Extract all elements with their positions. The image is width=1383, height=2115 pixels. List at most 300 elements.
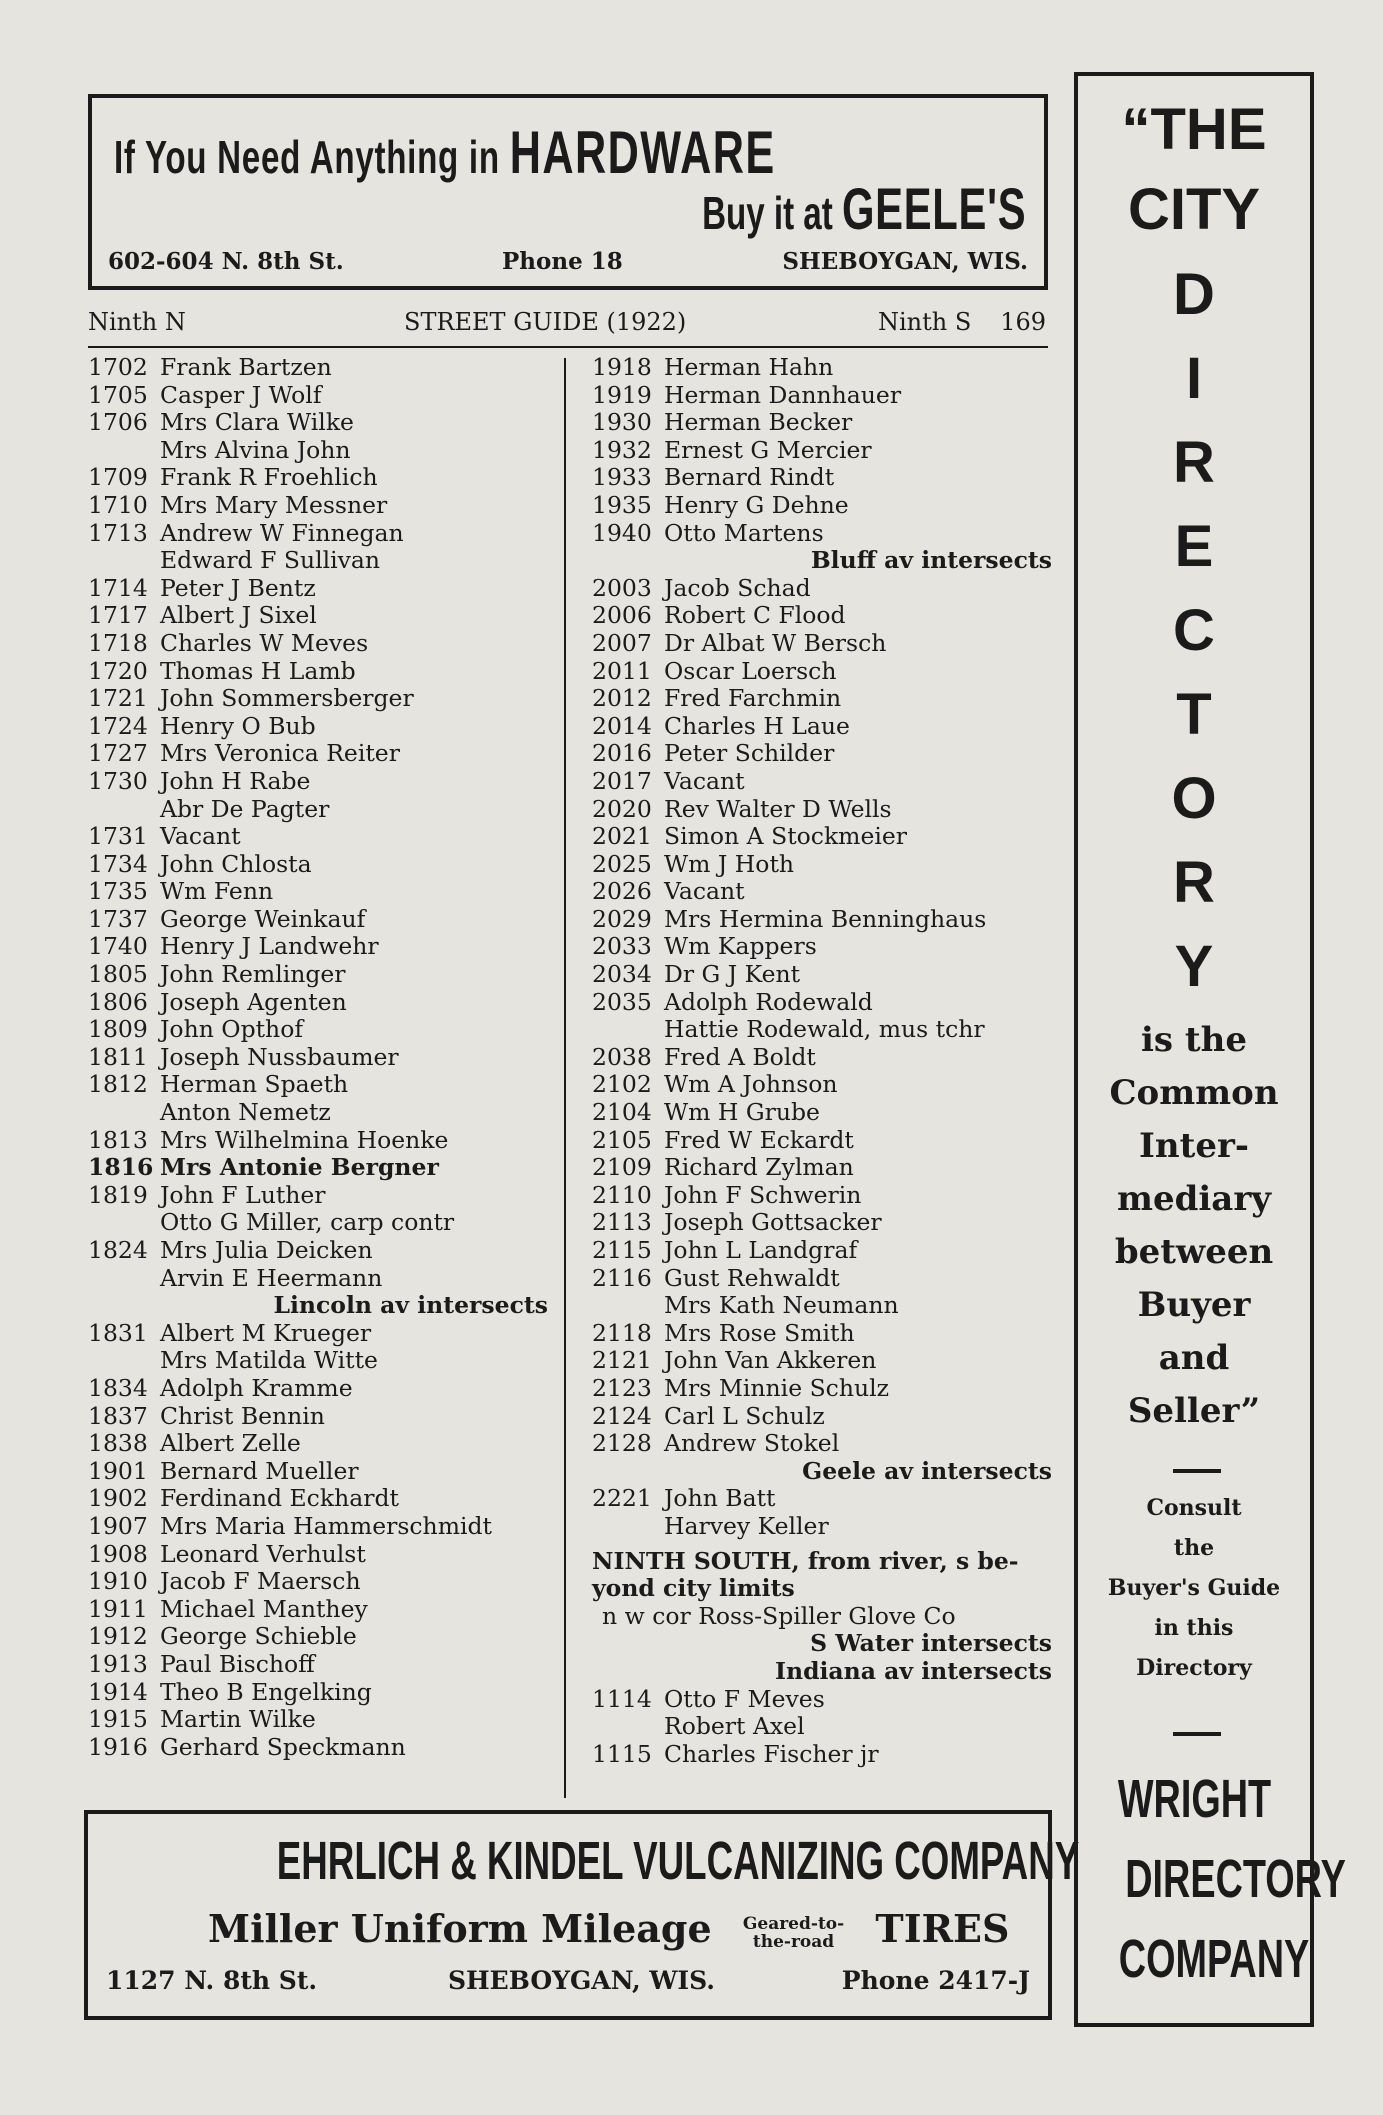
side-letter: O <box>1171 766 1217 831</box>
intersection-note <box>592 1458 1052 1486</box>
house-number: 2020 <box>592 794 652 823</box>
side-dash-1 <box>1173 1469 1221 1473</box>
ad-phone: Phone 18 <box>502 248 623 275</box>
house-number: 2026 <box>592 877 652 906</box>
house-number: 2118 <box>592 1318 652 1347</box>
ad2-address: 1127 N. 8th St. <box>106 1966 318 1995</box>
directory-entry <box>592 1713 1052 1741</box>
intersection-text: Lincoln av intersects <box>273 1291 548 1320</box>
directory-entry <box>592 1430 1052 1458</box>
directory-entry <box>592 685 1052 713</box>
house-number: 1114 <box>592 1684 652 1713</box>
house-number: 2128 <box>592 1429 652 1458</box>
page-header <box>88 306 1048 348</box>
house-number: 1908 <box>88 1539 148 1568</box>
directory-entry <box>88 492 548 520</box>
directory-entry <box>88 823 548 851</box>
resident-name: Wm J Hoth <box>664 849 795 878</box>
resident-name: Fred W Eckardt <box>664 1125 854 1154</box>
house-number: 2115 <box>592 1236 652 1264</box>
house-number: 1914 <box>88 1677 148 1706</box>
directory-entry <box>88 906 548 934</box>
resident-name: Vacant <box>160 822 241 851</box>
side-slogan-line: mediary <box>1117 1179 1271 1219</box>
directory-entry <box>88 409 548 437</box>
house-number: 1737 <box>88 904 148 933</box>
house-number: 1834 <box>88 1373 148 1402</box>
directory-entry <box>592 1375 1052 1403</box>
house-number: 2116 <box>592 1263 652 1292</box>
side-letter: Y <box>1174 934 1214 999</box>
resident-name: Paul Bischoff <box>160 1649 315 1678</box>
resident-name: Richard Zylman <box>664 1153 854 1182</box>
resident-name: Oscar Loersch <box>664 656 837 685</box>
directory-entry <box>88 1403 548 1431</box>
directory-entry <box>88 961 548 989</box>
intersection-text: Geele av intersects <box>802 1456 1052 1485</box>
directory-entry <box>88 1209 548 1237</box>
resident-name: Jacob F Maersch <box>160 1567 361 1596</box>
resident-name: Frank R Froehlich <box>160 463 378 492</box>
resident-name: Theo B Engelking <box>160 1677 372 1706</box>
house-number: 1816 <box>88 1153 154 1182</box>
house-number: 1819 <box>88 1180 148 1209</box>
intersection-note <box>592 547 1052 575</box>
resident-name: Mrs Veronica Reiter <box>160 739 400 768</box>
resident-name: Wm Fenn <box>160 877 274 906</box>
side-letter: C <box>1173 598 1215 663</box>
house-number: 1709 <box>88 463 148 492</box>
resident-name: Andrew Stokel <box>664 1429 840 1458</box>
header-right: Ninth S <box>878 308 972 336</box>
side-slogan-line: Buyer <box>1137 1285 1251 1325</box>
directory-entry <box>88 989 548 1017</box>
directory-entry <box>88 1541 548 1569</box>
intersection-note <box>592 1658 1052 1686</box>
resident-name: Bernard Mueller <box>160 1456 359 1485</box>
resident-name: Joseph Nussbaumer <box>160 1042 399 1071</box>
directory-entry <box>88 1623 548 1651</box>
directory-entry <box>88 382 548 410</box>
house-number: 2110 <box>592 1180 652 1209</box>
resident-name: Jacob Schad <box>664 573 811 602</box>
house-number: 1805 <box>88 960 148 989</box>
ad-city: SHEBOYGAN, WIS. <box>782 248 1028 275</box>
directory-entry <box>88 713 548 741</box>
house-number: 1831 <box>88 1318 148 1347</box>
resident-name: Robert C Flood <box>664 601 846 630</box>
house-number: 2105 <box>592 1125 652 1154</box>
directory-entry <box>88 1016 548 1044</box>
side-slogan-line: between <box>1114 1232 1274 1272</box>
resident-name: John F Luther <box>160 1180 326 1209</box>
resident-name: Simon A Stockmeier <box>664 822 908 851</box>
house-number: 2021 <box>592 822 652 851</box>
directory-entry <box>88 1127 548 1155</box>
directory-entry <box>592 575 1052 603</box>
directory-entry <box>88 1651 548 1679</box>
resident-name: Thomas H Lamb <box>160 656 356 685</box>
resident-name: Wm Kappers <box>664 932 817 961</box>
house-number: 1918 <box>592 353 652 381</box>
side-slogan-line: is the <box>1141 1020 1247 1060</box>
house-number: 1727 <box>88 739 148 768</box>
side-letter: D <box>1173 262 1215 327</box>
directory-entry <box>88 658 548 686</box>
house-number: 1901 <box>88 1456 148 1485</box>
intersection-note <box>88 1292 548 1320</box>
directory-entry <box>592 713 1052 741</box>
header-title: STREET GUIDE (1922) <box>404 308 687 336</box>
resident-name: Frank Bartzen <box>160 353 332 381</box>
side-letter: R <box>1173 430 1215 495</box>
house-number: 2016 <box>592 739 652 768</box>
directory-entry <box>592 1741 1052 1769</box>
resident-name: Dr G J Kent <box>664 960 801 989</box>
side-the: “THE <box>1121 97 1267 162</box>
intersection-text: S Water intersects <box>810 1629 1052 1658</box>
side-slogan-line: Inter- <box>1139 1126 1249 1166</box>
resident-name: John Remlinger <box>160 960 346 989</box>
resident-name: Joseph Agenten <box>160 987 347 1016</box>
directory-entry <box>88 520 548 548</box>
ad2-brand: Miller Uniform Mileage <box>208 1906 712 1951</box>
house-number: 2121 <box>592 1346 652 1375</box>
resident-name: Herman Dannhauer <box>664 380 902 409</box>
resident-name: Ferdinand Eckhardt <box>160 1484 399 1513</box>
city-directory-ad <box>1074 72 1346 2027</box>
house-number: 2113 <box>592 1208 652 1237</box>
house-number: 2124 <box>592 1401 652 1430</box>
directory-entry <box>592 382 1052 410</box>
section-note <box>592 1603 1052 1631</box>
intersection-text: Bluff av intersects <box>810 546 1052 575</box>
resident-name: Carl L Schulz <box>664 1401 825 1430</box>
house-number: 1935 <box>592 490 652 519</box>
directory-entry <box>88 796 548 824</box>
resident-name: Mrs Matilda Witte <box>160 1346 378 1375</box>
directory-entry <box>592 354 1052 382</box>
intersection-note <box>592 1630 1052 1658</box>
directory-entry <box>88 1099 548 1127</box>
directory-entry <box>88 1485 548 1513</box>
directory-entry <box>592 1686 1052 1714</box>
house-number: 1919 <box>592 380 652 409</box>
resident-name: Arvin E Heermann <box>160 1263 383 1292</box>
directory-entry <box>592 1265 1052 1293</box>
house-number: 2017 <box>592 766 652 795</box>
resident-name: Wm A Johnson <box>664 1070 838 1099</box>
resident-name: Rev Walter D Wells <box>664 794 892 823</box>
directory-entry <box>592 1292 1052 1320</box>
directory-entry <box>592 1209 1052 1237</box>
directory-entry <box>592 1154 1052 1182</box>
resident-name: John H Rabe <box>160 766 311 795</box>
page-number: 169 <box>1000 308 1046 336</box>
house-number: 2034 <box>592 960 652 989</box>
resident-name: Adolph Rodewald <box>664 987 873 1016</box>
resident-name: Mrs Rose Smith <box>664 1318 855 1347</box>
house-number: 1809 <box>88 1015 148 1044</box>
directory-entry <box>592 1127 1052 1155</box>
house-number: 1806 <box>88 987 148 1016</box>
resident-name: John Sommersberger <box>160 684 414 713</box>
directory-entry <box>592 492 1052 520</box>
house-number: 1724 <box>88 711 148 740</box>
directory-entry <box>88 1734 548 1762</box>
side-company-line: COMPANY <box>1118 1929 1310 1989</box>
resident-name: George Schieble <box>160 1622 357 1651</box>
left-column <box>88 354 548 1761</box>
house-number: 2104 <box>592 1098 652 1127</box>
resident-name: Albert Zelle <box>160 1429 301 1458</box>
house-number: 1933 <box>592 463 652 492</box>
directory-entry <box>88 768 548 796</box>
resident-name: John Chlosta <box>160 849 312 878</box>
house-number: 1912 <box>88 1622 148 1651</box>
directory-entry <box>88 547 548 575</box>
directory-entry <box>88 851 548 879</box>
side-letter: E <box>1174 514 1214 579</box>
directory-entry <box>88 1568 548 1596</box>
resident-name: Charles H Laue <box>664 711 850 740</box>
house-number: 2012 <box>592 684 652 713</box>
house-number: 2006 <box>592 601 652 630</box>
directory-entry <box>88 464 548 492</box>
side-consult-line: in this <box>1154 1615 1234 1641</box>
side-company-line: DIRECTORY <box>1125 1849 1346 1909</box>
house-number: 2102 <box>592 1070 652 1099</box>
resident-name: Hattie Rodewald, mus tchr <box>664 1015 985 1044</box>
resident-name: Bernard Rindt <box>664 463 835 492</box>
resident-name: Leonard Verhulst <box>160 1539 366 1568</box>
ad2-city: SHEBOYGAN, WIS. <box>448 1966 715 1995</box>
resident-name: Anton Nemetz <box>160 1098 331 1127</box>
directory-entry <box>592 437 1052 465</box>
resident-name: Mrs Minnie Schulz <box>664 1373 889 1402</box>
section-note-text: n w cor Ross-Spiller Glove Co <box>602 1601 956 1630</box>
resident-name: Michael Manthey <box>160 1594 368 1623</box>
resident-name: Henry G Dehne <box>664 490 849 519</box>
column-divider <box>564 358 566 1798</box>
side-city: CITY <box>1127 177 1261 242</box>
ad-subline-geeles: GEELE'S <box>841 177 1026 242</box>
directory-entry <box>592 602 1052 630</box>
directory-entry <box>592 933 1052 961</box>
directory-entry <box>88 575 548 603</box>
hardware-ad <box>88 94 1048 290</box>
resident-name: Otto Martens <box>664 518 824 547</box>
house-number: 1702 <box>88 353 148 381</box>
ad-address: 602-604 N. 8th St. <box>108 248 344 275</box>
directory-entry <box>592 823 1052 851</box>
directory-entry <box>88 1706 548 1734</box>
resident-name: Vacant <box>664 877 745 906</box>
resident-name: Robert Axel <box>664 1712 805 1741</box>
directory-entry <box>592 768 1052 796</box>
vulcanizing-ad <box>84 1810 1080 2020</box>
house-number: 1916 <box>88 1732 148 1761</box>
directory-entry <box>88 1154 548 1182</box>
house-number: 1813 <box>88 1125 148 1154</box>
directory-entry <box>88 1237 548 1265</box>
house-number: 1710 <box>88 490 148 519</box>
resident-name: Herman Hahn <box>664 353 834 381</box>
house-number: 1930 <box>592 408 652 437</box>
resident-name: Herman Spaeth <box>160 1070 349 1099</box>
resident-name: Mrs Clara Wilke <box>160 408 354 437</box>
house-number: 1720 <box>88 656 148 685</box>
house-number: 1837 <box>88 1401 148 1430</box>
house-number: 1115 <box>592 1739 652 1768</box>
directory-entry <box>88 1071 548 1099</box>
directory-entry <box>592 740 1052 768</box>
directory-entry <box>592 630 1052 658</box>
house-number: 2029 <box>592 904 652 933</box>
directory-entry <box>88 1265 548 1293</box>
directory-entry <box>88 602 548 630</box>
house-number: 1740 <box>88 932 148 961</box>
section-heading-text: NINTH SOUTH, from river, s be- <box>592 1546 1019 1575</box>
side-consult-line: Consult <box>1146 1495 1242 1521</box>
resident-name: Mrs Antonie Bergner <box>160 1153 439 1182</box>
directory-entry <box>592 878 1052 906</box>
resident-name: Joseph Gottsacker <box>664 1208 882 1237</box>
resident-name: Andrew W Finnegan <box>160 518 404 547</box>
resident-name: Albert J Sixel <box>160 601 317 630</box>
side-slogan-line: Seller” <box>1127 1391 1261 1431</box>
directory-entry <box>88 1375 548 1403</box>
resident-name: Mrs Mary Messner <box>160 490 388 519</box>
side-consult-line: Directory <box>1136 1655 1252 1681</box>
resident-name: Otto G Miller, carp contr <box>160 1208 455 1237</box>
directory-entry <box>592 520 1052 548</box>
resident-name: Charles Fischer jr <box>664 1739 879 1768</box>
directory-entry <box>88 878 548 906</box>
house-number: 1910 <box>88 1567 148 1596</box>
directory-entry <box>592 1485 1052 1513</box>
directory-entry <box>592 1071 1052 1099</box>
side-letter: T <box>1176 682 1212 747</box>
resident-name: Abr De Pagter <box>160 794 330 823</box>
directory-entry <box>88 630 548 658</box>
directory-entry <box>592 409 1052 437</box>
directory-entry <box>88 1458 548 1486</box>
house-number: 2025 <box>592 849 652 878</box>
resident-name: John Van Akkeren <box>664 1346 877 1375</box>
directory-entry <box>88 1679 548 1707</box>
resident-name: Charles W Meves <box>160 628 369 657</box>
house-number: 1824 <box>88 1236 148 1264</box>
house-number: 2038 <box>592 1042 652 1071</box>
resident-name: Herman Becker <box>664 408 853 437</box>
directory-entry <box>88 1596 548 1624</box>
house-number: 1721 <box>88 684 148 713</box>
directory-entry <box>88 933 548 961</box>
house-number: 2003 <box>592 573 652 602</box>
resident-name: Henry J Landwehr <box>160 932 379 961</box>
house-number: 1731 <box>88 822 148 851</box>
resident-name: Casper J Wolf <box>160 380 322 409</box>
directory-entry <box>592 1044 1052 1072</box>
intersection-text: Indiana av intersects <box>775 1656 1052 1685</box>
resident-name: Adolph Kramme <box>160 1373 353 1402</box>
resident-name: John F Schwerin <box>664 1180 862 1209</box>
directory-entry <box>592 658 1052 686</box>
directory-entry <box>88 1182 548 1210</box>
house-number: 1717 <box>88 601 148 630</box>
side-slogan-line: and <box>1158 1338 1230 1378</box>
directory-entry <box>88 354 548 382</box>
section-heading-text: yond city limits <box>592 1574 795 1603</box>
house-number: 2014 <box>592 711 652 740</box>
house-number: 1730 <box>88 766 148 795</box>
directory-entry <box>88 740 548 768</box>
section-heading <box>592 1575 1052 1603</box>
directory-entry <box>592 464 1052 492</box>
side-slogan-line: Common <box>1109 1073 1279 1113</box>
ad-subline-text: Buy it at <box>701 187 833 239</box>
resident-name: Mrs Hermina Benninghaus <box>664 904 987 933</box>
house-number: 1713 <box>88 518 148 547</box>
resident-name: Christ Bennin <box>160 1401 325 1430</box>
resident-name: John Opthof <box>160 1015 304 1044</box>
directory-entry <box>592 1403 1052 1431</box>
ad-headline-hardware: HARDWARE <box>509 119 776 186</box>
resident-name: Peter Schilder <box>664 739 835 768</box>
ad2-brand-line <box>208 1906 1009 1951</box>
directory-entry <box>592 906 1052 934</box>
directory-entry <box>592 1182 1052 1210</box>
directory-entry <box>88 685 548 713</box>
ad2-tires: TIRES <box>875 1906 1010 1951</box>
directory-entry <box>88 1320 548 1348</box>
directory-entry <box>88 1044 548 1072</box>
house-number: 1706 <box>88 408 148 437</box>
resident-name: Mrs Kath Neumann <box>664 1291 899 1320</box>
side-consult-line: Buyer's Guide <box>1107 1575 1281 1601</box>
house-number: 1735 <box>88 877 148 906</box>
resident-name: Gust Rehwaldt <box>664 1263 840 1292</box>
directory-entry <box>592 1016 1052 1044</box>
side-letter: I <box>1185 346 1203 411</box>
resident-name: Dr Albat W Bersch <box>664 628 887 657</box>
house-number: 1913 <box>88 1649 148 1678</box>
house-number: 1718 <box>88 628 148 657</box>
house-number: 1911 <box>88 1594 148 1623</box>
house-number: 2033 <box>592 932 652 961</box>
resident-name: Fred Farchmin <box>664 684 842 713</box>
resident-name: Martin Wilke <box>160 1705 316 1734</box>
house-number: 2123 <box>592 1373 652 1402</box>
directory-entry <box>88 437 548 465</box>
ad2-geared: Geared-to- the-road <box>742 1913 845 1952</box>
directory-entry <box>592 1099 1052 1127</box>
resident-name: Wm H Grube <box>664 1098 820 1127</box>
house-number: 1705 <box>88 380 148 409</box>
header-left: Ninth N <box>88 308 186 336</box>
ad2-title: EHRLICH & KINDEL VULCANIZING COMPANY <box>276 1831 1080 1891</box>
house-number: 2011 <box>592 656 652 685</box>
directory-entry <box>88 1513 548 1541</box>
resident-name: Mrs Wilhelmina Hoenke <box>160 1125 449 1154</box>
house-number: 1838 <box>88 1429 148 1458</box>
resident-name: Otto F Meves <box>664 1684 825 1713</box>
house-number: 2035 <box>592 987 652 1016</box>
resident-name: John Batt <box>664 1484 776 1513</box>
directory-entry <box>592 1320 1052 1348</box>
directory-entry <box>592 851 1052 879</box>
